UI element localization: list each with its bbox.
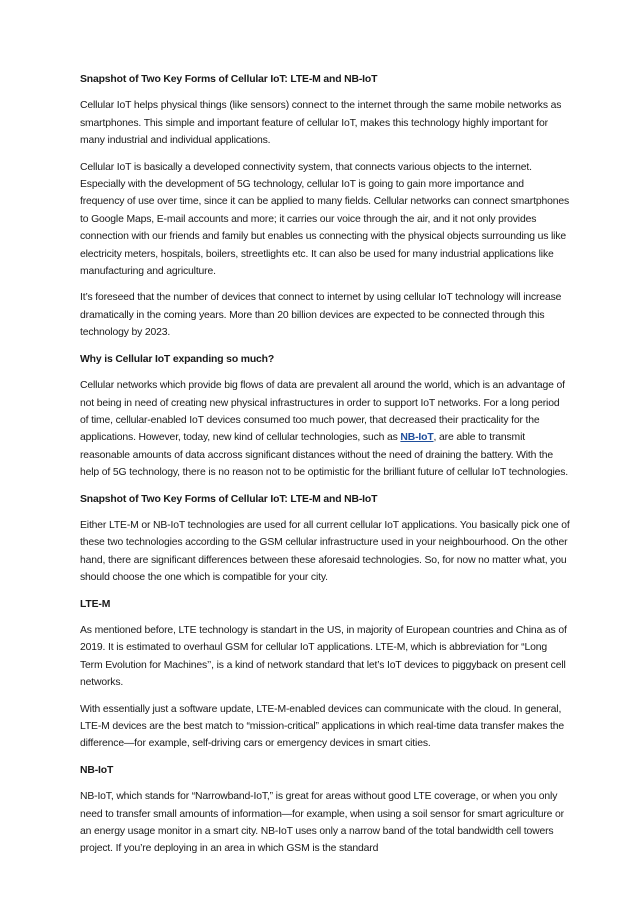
section-heading-why: Why is Cellular IoT expanding so much? xyxy=(80,353,275,365)
paragraph-expansion xyxy=(80,377,570,481)
section-heading-snapshot-repeat: Snapshot of Two Key Forms of Cellular IoT: LTE-M and NB-IoT xyxy=(80,493,378,505)
paragraph-nb-iot: NB-IoT, which stands for “Narrowband-IoT,” is great for areas without good LTE coverage, or when you only need to transfer small amounts of information—for example, when using a soil sensor for smart agriculture or an energy usage monitor in a smart city. NB-IoT uses only a narrow band of the total bandwidth cell towers project. If you’re deploying in an area in which GSM is the standard xyxy=(80,791,564,855)
section-heading-snapshot: Snapshot of Two Key Forms of Cellular IoT: LTE-M and NB-IoT xyxy=(80,74,378,85)
paragraph-expansion-text-2: , are able to transmit reasonable amounts of data accross significant distances without the need of draining the battery. With the help of 5G technology, there is no reason not to be optimistic for the brilliant future of cellular IoT technologies. xyxy=(80,432,569,479)
paragraph-forecast: It’s foreseed that the number of devices that connect to internet by using cellular IoT technology will increase dramatically in the coming years. More than 20 billion devices are expected to be connected through this technology by 2023. xyxy=(80,292,562,339)
paragraph-expansion-text-1: Cellular networks which provide big flows of data are prevalent all around the world, which is an advantage of not being in need of creating new physical infrastructures in order to support IoT networks. For a long period of time, cellular-enabled IoT devices consumed too much power, that decreased their practicality for the applications. However, today, new kind of cellular technologies, such as xyxy=(80,380,565,444)
paragraph-choice: Either LTE-M or NB-IoT technologies are used for all current cellular IoT applications. You basically pick one of these two technologies according to the GSM cellular infrastructure used in your neighbourhood. On the other hand, there are significant differences between these aforesaid technologies. So, for now no matter what, you should choose the one which is compatible for your city. xyxy=(80,519,570,584)
paragraph-lte-m-devices: With essentially just a software update, LTE-M-enabled devices can communicate with the cloud. In general, LTE-M devices are the best match to “mission-critical” applications in which real-time data transfer makes the difference—for example, self-driving cars or emergency devices in smart cities. xyxy=(80,703,564,750)
section-heading-nb-iot: NB-IoT xyxy=(80,764,114,776)
nb-iot-link[interactable]: NB-IoT xyxy=(400,432,434,444)
document-page xyxy=(80,71,570,867)
paragraph-definition: Cellular IoT is basically a developed connectivity system, that connects various objects to the internet. Especially with the development of 5G technology, cellular IoT is going to gain more importance and frequency of use over time, since it can be applied to many fields. Cellular networks can connect smartphones to Google Maps, E-mail accounts and more; it carries our voice through the air, and it not only provides connection with our friends and family but enables us connecting with the physical objects surrounding us like electricity meters, hospitals, boilers, streetlights etc. It can also be used for many industrial applications like manufacturing and agriculture. xyxy=(80,161,570,278)
paragraph-intro: Cellular IoT helps physical things (like sensors) connect to the internet through the same mobile networks as smartphones. This simple and important feature of cellular IoT, makes this technology highly important for many industrial and individual applications. xyxy=(80,100,562,147)
section-heading-lte-m: LTE-M xyxy=(80,598,111,610)
paragraph-lte-m-standard: As mentioned before, LTE technology is standart in the US, in majority of European countries and China as of 2019. It is estimated to overhaul GSM for cellular IoT applications. LTE-M, which is abbreviation for “Long Term Evolution for Machines’’, is a kind of network standard that let’s IoT devices to piggyback on present cell networks. xyxy=(80,624,567,689)
